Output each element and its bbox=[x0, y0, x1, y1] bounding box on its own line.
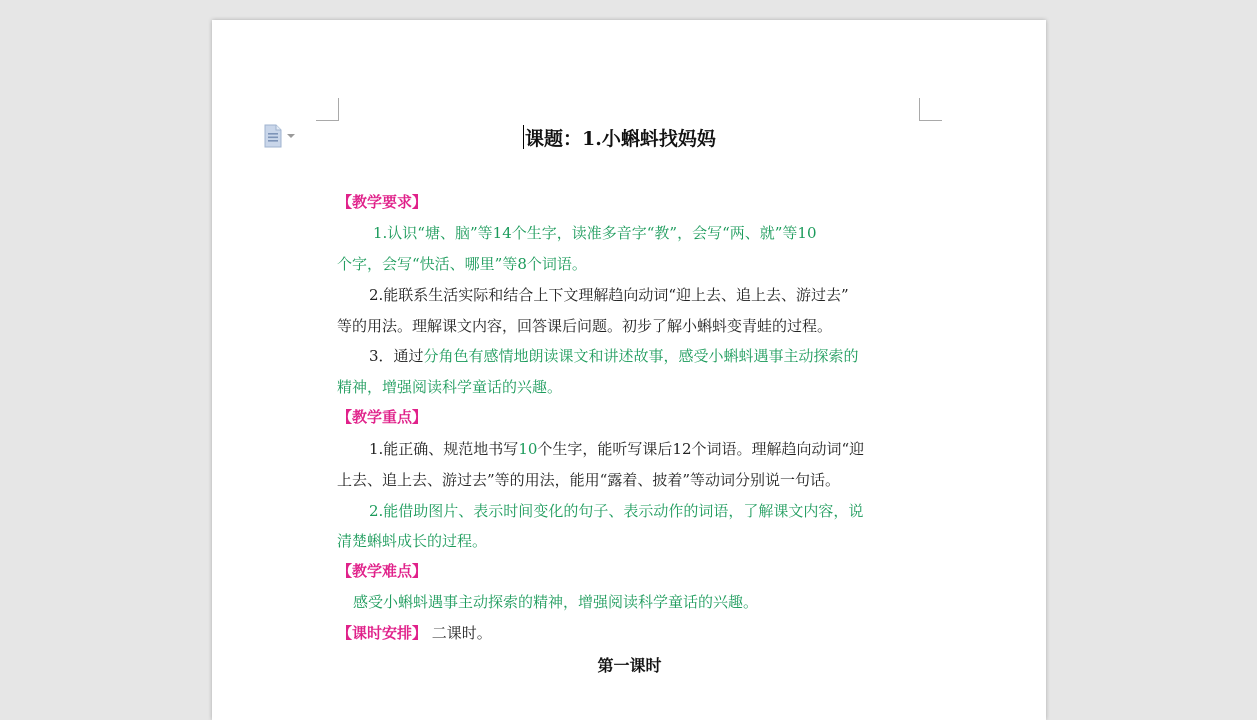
req1-line1: 1.认识“塘、脑”等14个生字，读准多音字“教”，会写“两、就”等10 bbox=[373, 224, 817, 242]
first-lesson-heading: 第一课时 bbox=[597, 656, 662, 675]
schedule-line bbox=[337, 622, 492, 642]
document-page[interactable] bbox=[212, 20, 1046, 720]
req2-line2: 等的用法。理解课文内容，回答课后问题。初步了解小蝌蚪变青蛙的过程。 bbox=[337, 317, 833, 335]
margin-corner-top-right bbox=[919, 98, 942, 121]
difficulty-heading: 【教学难点】 bbox=[337, 562, 428, 580]
key1-line1-c: 个生字，能听写课后12个词语。理解趋向动词“迎 bbox=[537, 440, 865, 458]
key2-line2: 清楚蝌蚪成长的过程。 bbox=[337, 532, 488, 550]
document-title[interactable]: 课题：1.小蝌蚪找妈妈 bbox=[525, 128, 716, 150]
key1-line1 bbox=[369, 438, 864, 458]
requirements-heading: 【教学要求】 bbox=[337, 193, 428, 211]
paste-options-button[interactable] bbox=[263, 124, 295, 148]
req3-line1-prefix: 3．通过 bbox=[369, 347, 424, 365]
req2-line1: 2.能联系生活实际和结合上下文理解趋向动词“迎上去、追上去、游过去” bbox=[369, 286, 849, 304]
req3-line1-rest: 分角色有感情地朗读课文和讲述故事，感受小蝌蚪遇事主动探索的 bbox=[423, 347, 859, 365]
key2-line1: 2.能借助图片、表示时间变化的句子、表示动作的词语，了解课文内容，说 bbox=[369, 502, 864, 520]
text-cursor bbox=[523, 125, 524, 149]
key1-line1-b: 10 bbox=[518, 440, 538, 458]
key1-line1-a: 1.能正确、规范地书写 bbox=[369, 440, 519, 458]
chevron-down-icon bbox=[287, 133, 295, 139]
schedule-heading: 【课时安排】 bbox=[337, 624, 428, 642]
req1-line2: 个字，会写“快活、哪里”等8个词语。 bbox=[337, 255, 587, 273]
key-points-heading: 【教学重点】 bbox=[337, 408, 428, 426]
difficulty-line: 感受小蝌蚪遇事主动探索的精神，增强阅读科学童话的兴趣。 bbox=[353, 593, 759, 611]
margin-corner-top-left bbox=[316, 98, 339, 121]
req3-line1 bbox=[369, 345, 859, 365]
schedule-text: 二课时。 bbox=[431, 624, 492, 642]
key1-line2: 上去、追上去、游过去”等的用法，能用“露着、披着”等动词分别说一句话。 bbox=[337, 471, 841, 489]
req3-line2: 精神，增强阅读科学童话的兴趣。 bbox=[337, 378, 563, 396]
document-icon bbox=[263, 124, 283, 148]
